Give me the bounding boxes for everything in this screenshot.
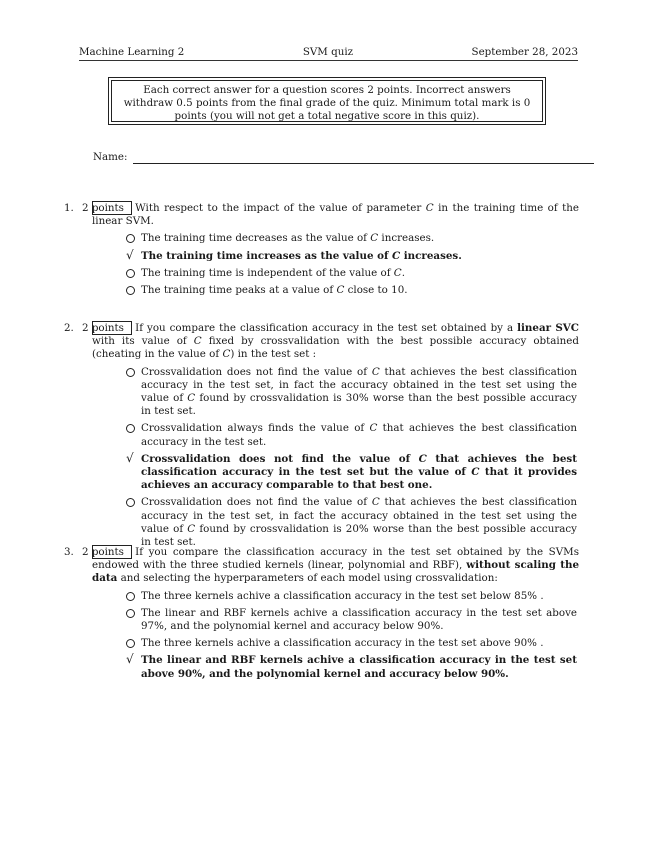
- points-badge: 2 points: [92, 545, 132, 559]
- math-variable: C: [418, 452, 427, 465]
- text-fragment: that achieves the best classification accuracy in the test set, in fact the accuracy obtained in the test set using the value of: [141, 365, 577, 405]
- text-fragment: that achieves the best classification accuracy in the test set, in fact the accuracy obtained in the test set using the value of: [141, 496, 577, 535]
- answer-option[interactable]: [125, 267, 577, 280]
- checkmark-icon: √: [126, 450, 134, 465]
- math-variable: C: [425, 202, 434, 214]
- answer-radio[interactable]: [125, 637, 141, 650]
- text-fragment: The three kernels achive a classification accuracy in the test set above 90% .: [141, 637, 544, 650]
- text-fragment: that achieves the best classification accuracy in the test set.: [141, 422, 577, 448]
- answer-option[interactable]: [125, 590, 577, 603]
- text-fragment: The training time increases as the value of: [141, 249, 392, 262]
- selected-answer-marker[interactable]: [125, 654, 141, 680]
- math-variable: C: [371, 365, 380, 378]
- math-variable: C: [471, 466, 480, 479]
- course-title: Machine Learning 2: [79, 46, 185, 58]
- radio-circle-icon: [126, 368, 135, 377]
- question-3: [64, 545, 579, 685]
- radio-circle-icon: [126, 269, 135, 278]
- answer-text: [141, 590, 577, 603]
- question-2: [64, 321, 579, 553]
- answer-choices: [125, 590, 577, 681]
- text-fragment: The linear and RBF kernels achive a classification accuracy in the test set above 90%, and the polynomial kernel and accuracy below 90%.: [141, 654, 577, 680]
- math-variable: C: [336, 284, 345, 297]
- name-label: Name:: [93, 151, 128, 163]
- text-fragment: Crossvalidation does not find the value of: [141, 452, 419, 465]
- radio-circle-icon: [126, 639, 135, 648]
- text-fragment: .: [401, 266, 405, 279]
- selected-answer-marker[interactable]: [125, 450, 141, 493]
- text-fragment: increases.: [400, 249, 462, 262]
- answer-text: [141, 637, 577, 650]
- text-fragment: in the training time of the linear SVM.: [92, 202, 579, 228]
- answer-radio[interactable]: [125, 232, 141, 245]
- instructions-box: [108, 77, 546, 125]
- answer-text: [141, 654, 577, 680]
- answer-text: [141, 232, 577, 245]
- answer-option[interactable]: [125, 422, 577, 448]
- answer-radio[interactable]: [125, 366, 141, 419]
- math-variable: C: [369, 422, 378, 435]
- answer-radio[interactable]: [125, 607, 141, 633]
- text-fragment: The linear and RBF kernels achive a classification accuracy in the test set above 97%, and the polynomial kernel and accuracy below 90%.: [141, 606, 577, 633]
- radio-circle-icon: [126, 609, 135, 618]
- text-fragment: increases.: [378, 232, 435, 245]
- emphasis-text: without scaling the data: [92, 559, 579, 585]
- points-badge: 2 points: [92, 201, 132, 215]
- page-header: [79, 46, 578, 61]
- emphasis-text: linear SVC: [517, 322, 579, 334]
- text-fragment: If you compare the classification accuracy in the test set obtained by the SVMs endowed with the three studied kernels (linear, polynomial and RBF),: [92, 546, 579, 572]
- answer-text: [141, 496, 577, 549]
- math-variable: C: [391, 249, 401, 262]
- text-fragment: with its value of: [92, 335, 194, 348]
- text-fragment: If you compare the classification accuracy in the test set obtained by a: [135, 322, 518, 334]
- text-fragment: ) in the test set :: [230, 348, 317, 361]
- question-text: [64, 201, 579, 228]
- text-fragment: found by crossvalidation is 30% worse than the best possible accuracy in test set.: [141, 392, 578, 418]
- radio-circle-icon: [126, 592, 135, 601]
- selected-answer-marker[interactable]: [125, 247, 141, 263]
- answer-option[interactable]: [125, 232, 577, 245]
- text-fragment: fixed by crossvalidation with the best possible accuracy obtained (cheating in the value of: [92, 335, 579, 361]
- text-fragment: With respect to the impact of the value of parameter: [135, 202, 426, 214]
- answer-option[interactable]: [125, 450, 577, 493]
- text-fragment: found by crossvalidation is 20% worse than the best possible accuracy in test set.: [141, 522, 578, 549]
- text-fragment: The training time peaks at a value of: [141, 284, 337, 297]
- quiz-title: SVM quiz: [302, 46, 354, 58]
- answer-radio[interactable]: [125, 284, 141, 297]
- answer-text: [141, 422, 577, 448]
- answer-option[interactable]: [125, 247, 577, 263]
- answer-text: [141, 267, 577, 280]
- question-1: [64, 201, 579, 301]
- name-field[interactable]: [93, 151, 594, 164]
- answer-radio[interactable]: [125, 422, 141, 448]
- text-fragment: The training time is independent of the value of: [141, 266, 394, 279]
- radio-circle-icon: [126, 498, 135, 507]
- radio-circle-icon: [126, 286, 135, 295]
- answer-text: [141, 250, 577, 263]
- answer-radio[interactable]: [125, 496, 141, 549]
- answer-text: [141, 453, 577, 493]
- answer-option[interactable]: [125, 366, 577, 419]
- checkmark-icon: √: [126, 247, 134, 262]
- text-fragment: Crossvalidation does not find the value of: [141, 496, 372, 509]
- answer-choices: [125, 366, 577, 550]
- answer-radio[interactable]: [125, 267, 141, 280]
- question-number: 1.: [64, 202, 74, 214]
- radio-circle-icon: [126, 424, 135, 433]
- text-fragment: The training time decreases as the value of: [141, 232, 371, 245]
- points-badge: 2 points: [92, 321, 132, 335]
- question-number: 2.: [64, 322, 74, 334]
- math-variable: C: [371, 496, 380, 509]
- answer-text: [141, 607, 577, 633]
- answer-choices: [125, 232, 577, 297]
- instructions-text: Each correct answer for a question scores 2 points. Incorrect answers withdraw 0.5 points from the final grade of the quiz. Minimum total mark is 0 points (you will not get a total negative score in this quiz).: [111, 80, 543, 122]
- name-input-line[interactable]: [133, 154, 594, 164]
- answer-option[interactable]: [125, 654, 577, 680]
- text-fragment: that it provides achieves an accuracy comparable to that best one.: [141, 466, 577, 492]
- quiz-date: September 28, 2023: [471, 46, 578, 58]
- text-fragment: Crossvalidation does not find the value of: [141, 365, 372, 378]
- answer-radio[interactable]: [125, 590, 141, 603]
- question-text: [64, 545, 579, 586]
- question-number: 3.: [64, 546, 74, 558]
- text-fragment: that achieves the best classification accuracy in the test set but the value of: [141, 452, 577, 479]
- text-fragment: close to 10.: [344, 284, 408, 297]
- answer-option[interactable]: [125, 496, 577, 549]
- math-variable: C: [370, 232, 379, 245]
- answer-option[interactable]: [125, 607, 577, 633]
- checkmark-icon: √: [126, 652, 134, 667]
- math-variable: C: [393, 266, 402, 279]
- answer-option[interactable]: [125, 284, 577, 297]
- math-variable: C: [222, 348, 231, 361]
- question-text: [64, 321, 579, 362]
- text-fragment: Crossvalidation always finds the value of: [141, 422, 370, 435]
- answer-text: [141, 366, 577, 419]
- radio-circle-icon: [126, 234, 135, 243]
- math-variable: C: [193, 335, 202, 348]
- text-fragment: and selecting the hyperparameters of each model using crossvalidation:: [117, 572, 498, 585]
- math-variable: C: [187, 522, 196, 535]
- text-fragment: The three kernels achive a classification accuracy in the test set below 85% .: [141, 589, 544, 602]
- math-variable: C: [187, 392, 196, 405]
- answer-option[interactable]: [125, 637, 577, 650]
- answer-text: [141, 284, 577, 297]
